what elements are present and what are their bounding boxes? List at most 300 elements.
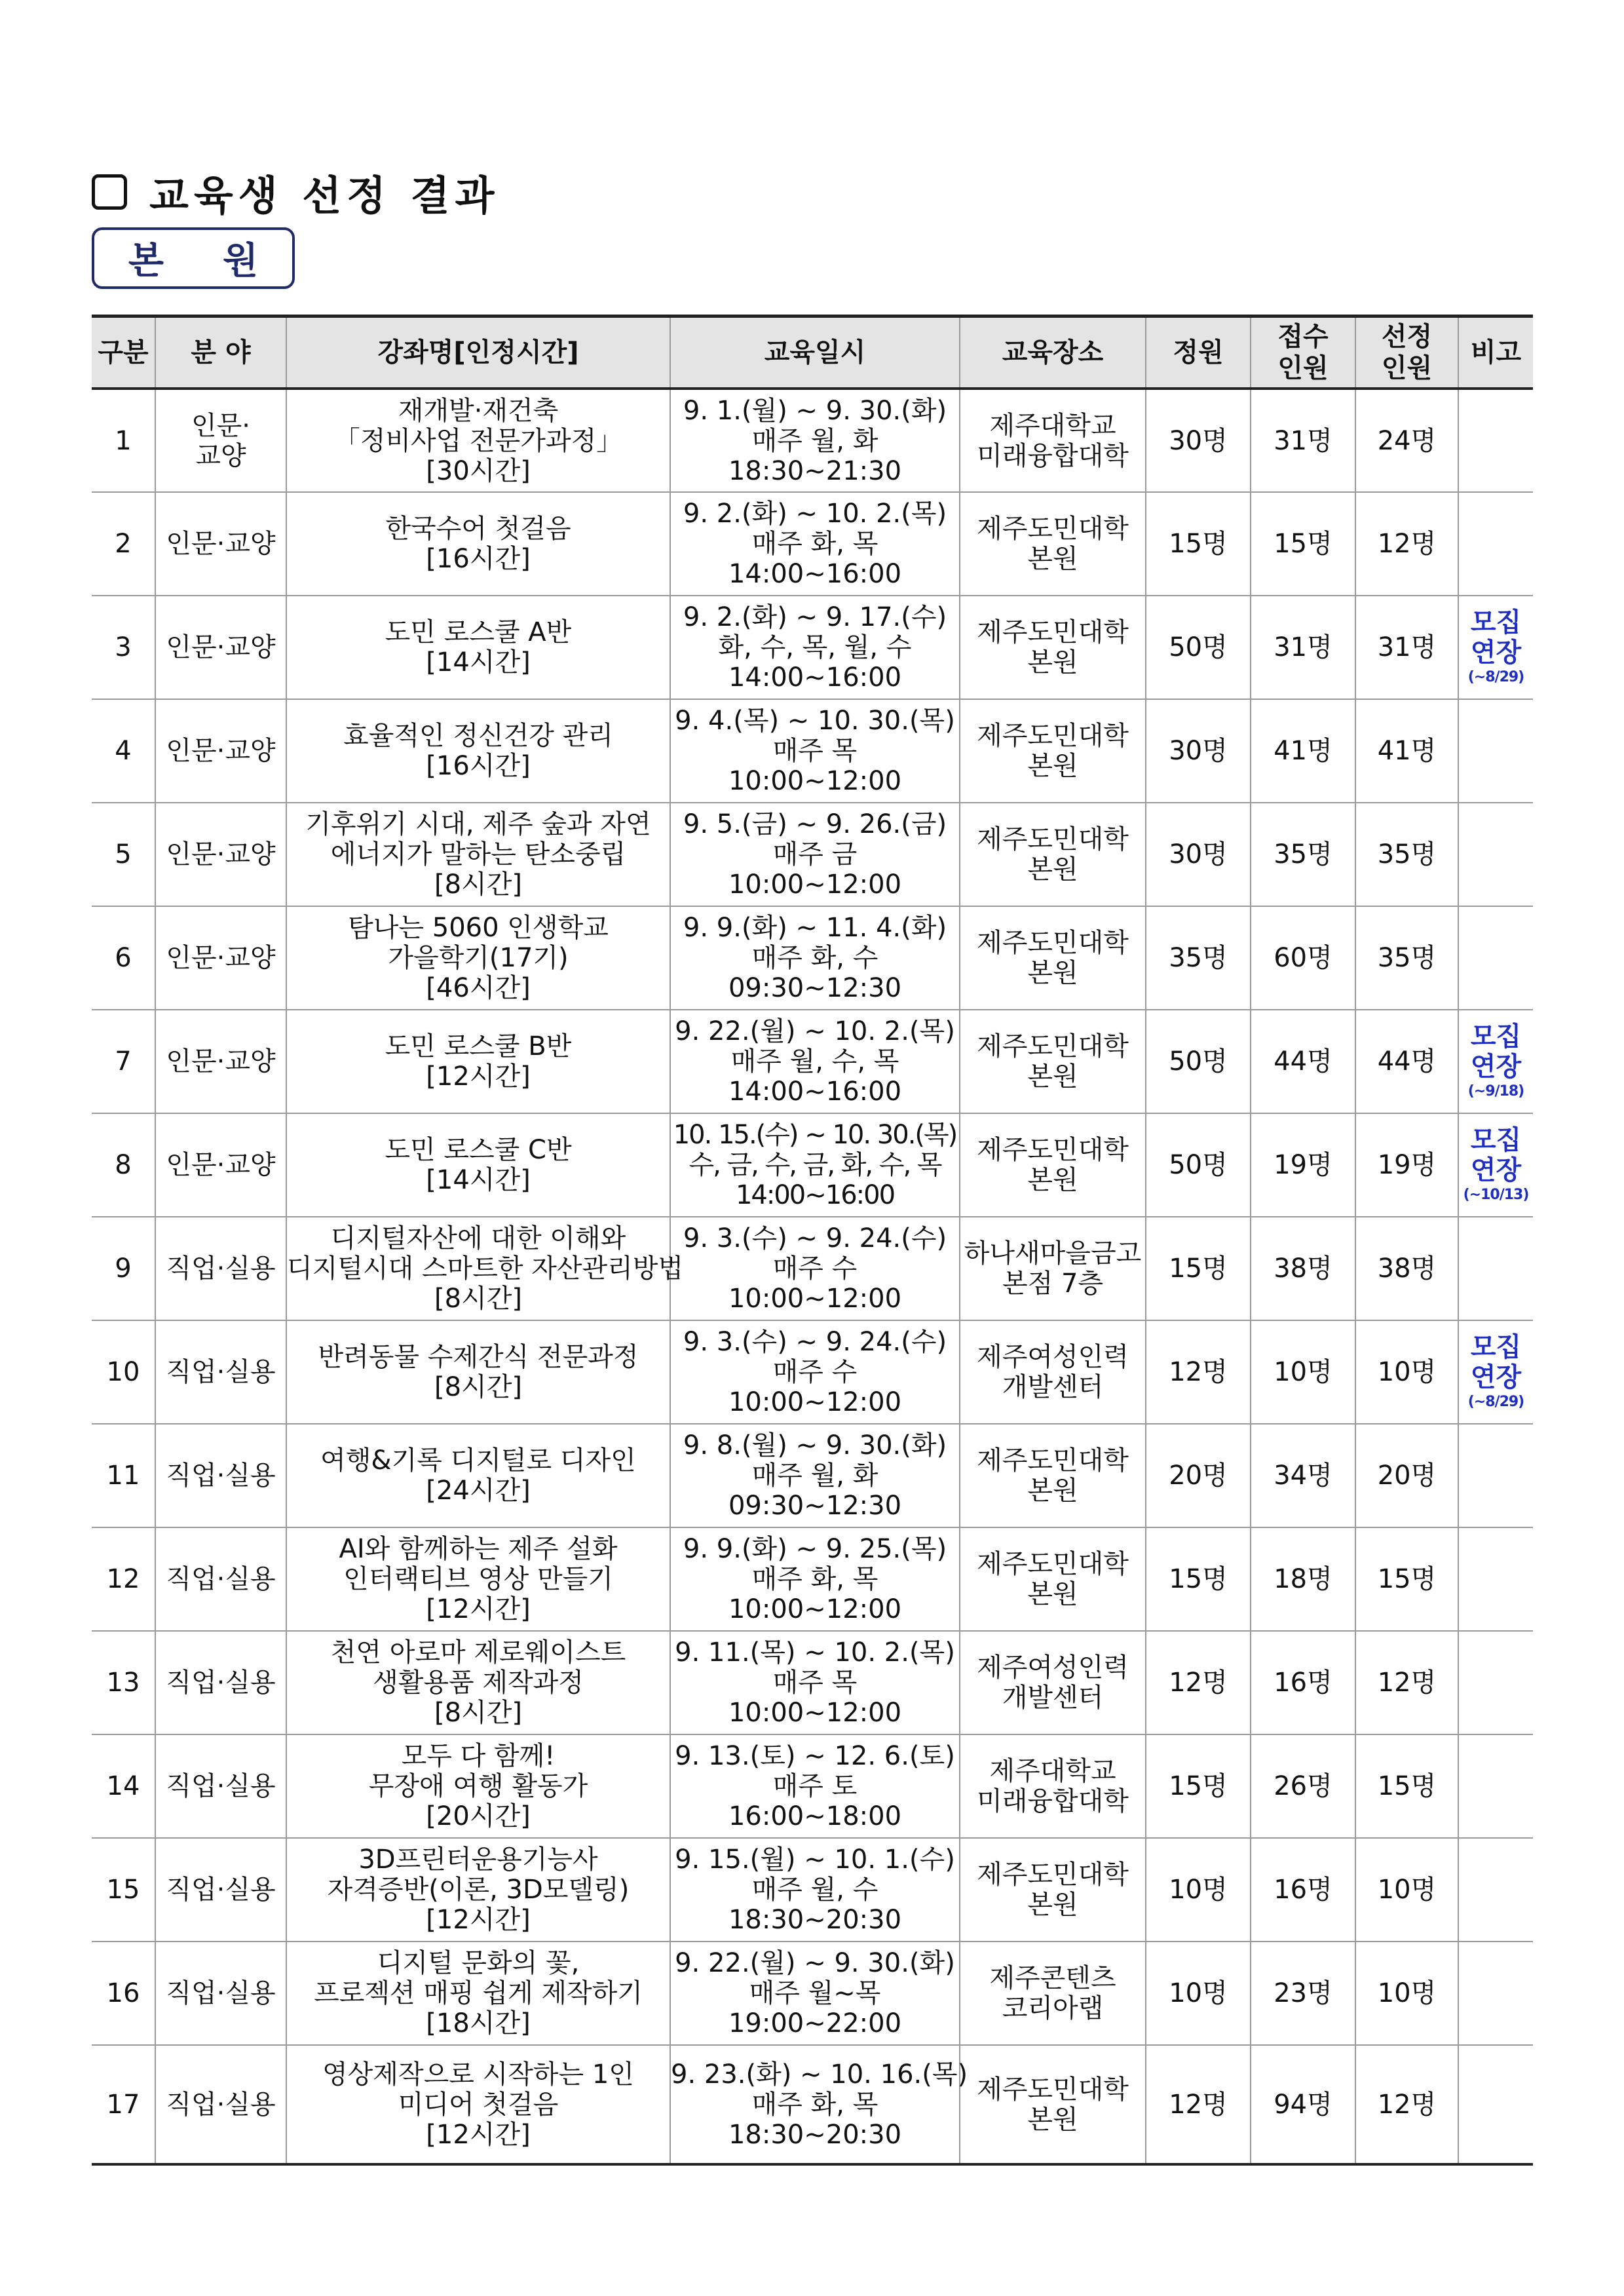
row-number: 15 <box>92 1838 155 1942</box>
course-cell-line: [46시간] <box>426 973 531 1003</box>
schedule-cell-line: 9. 8.(월) ~ 9. 30.(화) <box>683 1430 947 1461</box>
table-row <box>92 1217 1533 1320</box>
schedule-cell-line: 9. 2.(화) ~ 9. 17.(수) <box>683 602 947 632</box>
note-cell <box>1458 1527 1533 1631</box>
place-cell-line: 본원 <box>1027 958 1078 988</box>
course-cell-line: 프로젝션 매핑 쉽게 제작하기 <box>314 1978 643 2008</box>
schedule-cell-line: 9. 13.(토) ~ 12. 6.(토) <box>675 1741 955 1771</box>
applied-cell: 94명 <box>1251 2045 1355 2164</box>
field-cell-line: 직업·실용 <box>166 1253 276 1284</box>
row-number: 3 <box>92 596 155 699</box>
place-cell-line: 제주도민대학 <box>977 1549 1129 1579</box>
field-cell <box>155 1113 286 1217</box>
course-cell-line: 에너지가 말하는 탄소중립 <box>330 839 626 870</box>
schedule-cell-line: 10:00~12:00 <box>728 766 902 796</box>
course-cell-line: [12시간] <box>426 2119 531 2150</box>
course-cell-line: [8시간] <box>434 1372 522 1402</box>
course-cell-line: [8시간] <box>434 1284 522 1314</box>
place-cell-line: 본원 <box>1027 854 1078 885</box>
field-cell <box>155 389 286 492</box>
course-cell-line: 도민 로스쿨 B반 <box>385 1031 572 1062</box>
place-cell-line: 제주도민대학 <box>977 514 1129 544</box>
schedule-cell <box>670 1320 960 1424</box>
applied-cell: 16명 <box>1251 1631 1355 1734</box>
place-cell <box>960 1527 1146 1631</box>
row-number: 10 <box>92 1320 155 1424</box>
field-cell <box>155 2045 286 2164</box>
schedule-cell <box>670 596 960 699</box>
place-cell-line: 제주도민대학 <box>977 1135 1129 1165</box>
field-cell <box>155 1631 286 1734</box>
header-applied-line: 인원 <box>1277 353 1329 383</box>
course-cell <box>286 1113 670 1217</box>
capacity-cell: 12명 <box>1146 1320 1251 1424</box>
course-cell <box>286 803 670 906</box>
schedule-cell <box>670 1424 960 1527</box>
schedule-cell-line: 매주 월~목 <box>749 1978 881 2008</box>
field-cell-line: 직업·실용 <box>166 1564 276 1594</box>
capacity-cell: 30명 <box>1146 803 1251 906</box>
place-cell <box>960 492 1146 596</box>
note-text: 모집 <box>1470 607 1522 638</box>
place-cell-line: 제주대학교 <box>989 1756 1116 1786</box>
schedule-cell-line: 수, 금, 수, 금, 화, 수, 목 <box>689 1150 941 1180</box>
table-row <box>92 1942 1533 2045</box>
note-cell <box>1458 1424 1533 1527</box>
field-cell-line: 직업·실용 <box>166 1668 276 1698</box>
capacity-cell: 50명 <box>1146 1010 1251 1113</box>
selected-cell: 31명 <box>1355 596 1458 699</box>
schedule-cell <box>670 1734 960 1838</box>
course-cell-line: 도민 로스쿨 A반 <box>385 617 572 647</box>
note-cell <box>1458 1217 1533 1320</box>
capacity-cell: 30명 <box>1146 389 1251 492</box>
note-text: (~8/29) <box>1467 1394 1524 1410</box>
place-cell-line: 개발센터 <box>1002 1683 1104 1713</box>
course-cell-line: 「정비사업 전문가과정」 <box>333 425 623 456</box>
table-row <box>92 1113 1533 1217</box>
place-cell <box>960 1942 1146 2045</box>
applied-cell: 41명 <box>1251 699 1355 803</box>
selected-cell: 19명 <box>1355 1113 1458 1217</box>
course-cell-line: 효율적인 정신건강 관리 <box>343 721 613 751</box>
place-cell-line: 제주도민대학 <box>977 824 1129 854</box>
field-cell-line: 직업·실용 <box>166 1771 276 1801</box>
schedule-cell-line: 9. 2.(화) ~ 10. 2.(목) <box>683 499 947 529</box>
note-cell <box>1458 389 1533 492</box>
place-cell-line: 제주도민대학 <box>977 1445 1129 1476</box>
table-row <box>92 906 1533 1010</box>
course-cell-line: [16시간] <box>426 544 531 574</box>
place-cell-line: 제주여성인력 <box>977 1653 1129 1683</box>
note-text: 연장 <box>1470 1052 1522 1082</box>
field-cell-line: 직업·실용 <box>166 1978 276 2008</box>
selected-cell: 10명 <box>1355 1320 1458 1424</box>
capacity-cell: 10명 <box>1146 1838 1251 1942</box>
branch-label-box <box>92 227 318 289</box>
checkbox-square-icon <box>92 174 127 210</box>
place-cell <box>960 1631 1146 1734</box>
schedule-cell-line: 9. 3.(수) ~ 9. 24.(수) <box>683 1327 947 1357</box>
schedule-cell-line: 매주 월, 화 <box>751 1461 878 1491</box>
note-cell <box>1458 1113 1533 1217</box>
schedule-cell-line: 14:00~16:00 <box>728 559 902 589</box>
course-cell-line: 한국수어 첫걸음 <box>385 514 571 544</box>
place-cell-line: 본원 <box>1027 1890 1078 1920</box>
note-cell <box>1458 803 1533 906</box>
course-cell-line: [24시간] <box>426 1476 531 1506</box>
course-cell-line: 가을학기(17기) <box>388 943 569 973</box>
note-cell <box>1458 1631 1533 1734</box>
schedule-cell-line: 9. 4.(목) ~ 10. 30.(목) <box>675 706 955 736</box>
note-cell <box>1458 2045 1533 2164</box>
course-cell-line: 천연 아로마 제로웨이스트 <box>330 1637 626 1668</box>
schedule-cell-line: 매주 월, 수, 목 <box>730 1046 899 1077</box>
field-cell <box>155 1838 286 1942</box>
course-cell-line: [16시간] <box>426 751 531 781</box>
selected-cell: 35명 <box>1355 906 1458 1010</box>
course-cell <box>286 1424 670 1527</box>
capacity-cell: 30명 <box>1146 699 1251 803</box>
place-cell-line: 미래융합대학 <box>977 440 1129 471</box>
course-cell <box>286 596 670 699</box>
course-cell <box>286 389 670 492</box>
capacity-cell: 20명 <box>1146 1424 1251 1527</box>
schedule-cell-line: 10:00~12:00 <box>728 1698 902 1728</box>
course-cell-line: 3D프린터운용기능사 <box>358 1845 598 1875</box>
table-header-row <box>92 316 1533 389</box>
course-cell-line: 도민 로스쿨 C반 <box>385 1135 572 1165</box>
course-cell <box>286 906 670 1010</box>
table-row <box>92 2045 1533 2164</box>
selected-cell: 15명 <box>1355 1734 1458 1838</box>
header-note: 비고 <box>1458 316 1533 389</box>
place-cell-line: 본원 <box>1027 1062 1078 1092</box>
field-cell <box>155 596 286 699</box>
selected-cell: 20명 <box>1355 1424 1458 1527</box>
place-cell-line: 제주도민대학 <box>977 721 1129 751</box>
place-cell <box>960 1320 1146 1424</box>
place-cell-line: 미래융합대학 <box>977 1786 1129 1816</box>
schedule-cell-line: 9. 9.(화) ~ 11. 4.(화) <box>683 913 947 943</box>
schedule-cell-line: 10:00~12:00 <box>728 1594 902 1624</box>
course-cell-line: 탐나는 5060 인생학교 <box>348 913 609 943</box>
applied-cell: 19명 <box>1251 1113 1355 1217</box>
course-cell-line: [14시간] <box>426 647 531 678</box>
results-table <box>92 315 1533 2166</box>
note-text: 모집 <box>1470 1125 1522 1155</box>
schedule-cell <box>670 1527 960 1631</box>
applied-cell: 38명 <box>1251 1217 1355 1320</box>
place-cell <box>960 699 1146 803</box>
field-cell <box>155 1734 286 1838</box>
schedule-cell <box>670 1838 960 1942</box>
applied-cell: 23명 <box>1251 1942 1355 2045</box>
note-cell <box>1458 699 1533 803</box>
header-applied-line: 접수 <box>1277 322 1329 352</box>
place-cell <box>960 803 1146 906</box>
field-cell <box>155 1424 286 1527</box>
table-row <box>92 803 1533 906</box>
course-cell-line: 디지털자산에 대한 이해와 <box>330 1223 626 1253</box>
course-cell <box>286 1010 670 1113</box>
note-text: (~8/29) <box>1467 669 1524 685</box>
note-text: 모집 <box>1470 1332 1522 1362</box>
note-text: 연장 <box>1470 638 1522 668</box>
course-cell-line: 무장애 여행 활동가 <box>368 1771 588 1801</box>
capacity-cell: 10명 <box>1146 1942 1251 2045</box>
header-capacity: 정원 <box>1146 316 1251 389</box>
field-cell-line: 인문·교양 <box>166 1046 276 1077</box>
schedule-cell-line: 매주 목 <box>772 736 858 766</box>
course-cell-line: [12시간] <box>426 1594 531 1624</box>
place-cell-line: 본원 <box>1027 544 1078 574</box>
capacity-cell: 35명 <box>1146 906 1251 1010</box>
field-cell-line: 인문·교양 <box>166 736 276 766</box>
note-cell <box>1458 906 1533 1010</box>
field-cell <box>155 1217 286 1320</box>
place-cell-line: 제주도민대학 <box>977 2074 1129 2105</box>
field-cell <box>155 1010 286 1113</box>
place-cell-line: 본원 <box>1027 1476 1078 1506</box>
place-cell <box>960 596 1146 699</box>
header-field: 분 야 <box>155 316 286 389</box>
place-cell-line: 본원 <box>1027 2104 1078 2135</box>
field-cell <box>155 906 286 1010</box>
selected-cell: 12명 <box>1355 492 1458 596</box>
place-cell-line: 개발센터 <box>1002 1372 1104 1402</box>
course-cell-line: [14시간] <box>426 1165 531 1195</box>
place-cell-line: 본점 7층 <box>1002 1269 1104 1299</box>
schedule-cell-line: 9. 22.(월) ~ 9. 30.(화) <box>675 1948 955 1978</box>
course-cell <box>286 1631 670 1734</box>
schedule-cell-line: 18:30~20:30 <box>728 2119 902 2150</box>
applied-cell: 31명 <box>1251 596 1355 699</box>
schedule-cell-line: 9. 5.(금) ~ 9. 26.(금) <box>683 809 947 839</box>
course-cell <box>286 1734 670 1838</box>
course-cell <box>286 699 670 803</box>
row-number: 14 <box>92 1734 155 1838</box>
schedule-cell-line: 9. 9.(화) ~ 9. 25.(목) <box>683 1534 947 1564</box>
course-cell-line: 미디어 첫걸음 <box>398 2089 559 2120</box>
schedule-cell-line: 09:30~12:30 <box>728 973 902 1003</box>
row-number: 13 <box>92 1631 155 1734</box>
table-row <box>92 1320 1533 1424</box>
field-cell-line: 인문·교양 <box>166 632 276 662</box>
applied-cell: 15명 <box>1251 492 1355 596</box>
place-cell-line: 코리아랩 <box>1002 1993 1104 2023</box>
course-cell-line: 디지털시대 스마트한 자산관리방법 <box>287 1253 684 1284</box>
place-cell-line: 본원 <box>1027 1579 1078 1609</box>
row-number: 17 <box>92 2045 155 2164</box>
header-applied <box>1251 316 1355 389</box>
header-course: 강좌명[인정시간] <box>286 316 670 389</box>
course-cell-line: 반려동물 수제간식 전문과정 <box>318 1342 639 1372</box>
row-number: 11 <box>92 1424 155 1527</box>
schedule-cell-line: 매주 금 <box>772 839 858 870</box>
table-row <box>92 1734 1533 1838</box>
table-row <box>92 596 1533 699</box>
field-cell-line: 인문·교양 <box>166 1150 276 1180</box>
place-cell <box>960 1217 1146 1320</box>
schedule-cell-line: 10:00~12:00 <box>728 1387 902 1417</box>
row-number: 1 <box>92 389 155 492</box>
note-cell <box>1458 1734 1533 1838</box>
schedule-cell-line: 14:00~16:00 <box>728 662 902 693</box>
schedule-cell-line: 매주 화, 목 <box>751 1564 878 1594</box>
course-cell <box>286 492 670 596</box>
selected-cell: 41명 <box>1355 699 1458 803</box>
schedule-cell-line: 매주 화, 목 <box>751 2089 878 2120</box>
note-cell <box>1458 1010 1533 1113</box>
row-number: 16 <box>92 1942 155 2045</box>
capacity-cell: 15명 <box>1146 492 1251 596</box>
selected-cell: 15명 <box>1355 1527 1458 1631</box>
schedule-cell-line: 19:00~22:00 <box>728 2008 902 2038</box>
course-cell <box>286 1320 670 1424</box>
course-cell-line: 인터랙티브 영상 만들기 <box>343 1564 613 1594</box>
note-text: 연장 <box>1470 1362 1522 1392</box>
course-cell-line: [8시간] <box>434 1698 522 1728</box>
table-row <box>92 1424 1533 1527</box>
table-row <box>92 492 1533 596</box>
field-cell-line: 교양 <box>195 440 246 471</box>
capacity-cell: 15명 <box>1146 1734 1251 1838</box>
schedule-cell <box>670 1113 960 1217</box>
selected-cell: 35명 <box>1355 803 1458 906</box>
schedule-cell-line: 9. 22.(월) ~ 10. 2.(목) <box>675 1016 955 1046</box>
place-cell <box>960 1424 1146 1527</box>
course-cell-line: 재개발·재건축 <box>398 395 559 426</box>
course-cell-line: AI와 함께하는 제주 설화 <box>339 1534 618 1564</box>
section-heading <box>92 169 500 220</box>
schedule-cell-line: 10. 15.(수) ~ 10. 30.(목) <box>673 1120 957 1150</box>
row-number: 5 <box>92 803 155 906</box>
schedule-cell-line: 16:00~18:00 <box>728 1801 902 1831</box>
schedule-cell-line: 9. 15.(월) ~ 10. 1.(수) <box>675 1845 955 1875</box>
table-row <box>92 1527 1533 1631</box>
course-cell-line: 생활용품 제작과정 <box>373 1668 584 1698</box>
field-cell <box>155 803 286 906</box>
selected-cell: 12명 <box>1355 2045 1458 2164</box>
course-cell-line: [30시간] <box>426 455 531 486</box>
course-cell-line: [12시간] <box>426 1905 531 1935</box>
heading-title: 교육생 선정 결과 <box>149 171 500 220</box>
selected-cell: 24명 <box>1355 389 1458 492</box>
header-selected-line: 인원 <box>1381 353 1433 383</box>
schedule-cell <box>670 1631 960 1734</box>
place-cell-line: 본원 <box>1027 1165 1078 1195</box>
place-cell-line: 본원 <box>1027 751 1078 781</box>
selected-cell: 10명 <box>1355 1838 1458 1942</box>
capacity-cell: 15명 <box>1146 1527 1251 1631</box>
place-cell <box>960 1010 1146 1113</box>
row-number: 12 <box>92 1527 155 1631</box>
course-cell-line: 모두 다 함께! <box>401 1741 556 1771</box>
table-row <box>92 1838 1533 1942</box>
applied-cell: 16명 <box>1251 1838 1355 1942</box>
schedule-cell <box>670 1942 960 2045</box>
header-selected-line: 선정 <box>1381 322 1433 352</box>
course-cell <box>286 1942 670 2045</box>
capacity-cell: 12명 <box>1146 1631 1251 1734</box>
course-cell <box>286 1838 670 1942</box>
capacity-cell: 50명 <box>1146 1113 1251 1217</box>
schedule-cell <box>670 1010 960 1113</box>
applied-cell: 26명 <box>1251 1734 1355 1838</box>
schedule-cell-line: 매주 수 <box>772 1253 858 1284</box>
applied-cell: 31명 <box>1251 389 1355 492</box>
applied-cell: 44명 <box>1251 1010 1355 1113</box>
schedule-cell <box>670 699 960 803</box>
schedule-cell <box>670 906 960 1010</box>
selected-cell: 12명 <box>1355 1631 1458 1734</box>
field-cell-line: 인문·교양 <box>166 529 276 559</box>
selected-cell: 44명 <box>1355 1010 1458 1113</box>
course-cell-line: [8시간] <box>434 870 522 900</box>
capacity-cell: 12명 <box>1146 2045 1251 2164</box>
schedule-cell-line: 14:00~16:00 <box>735 1180 895 1210</box>
note-cell <box>1458 596 1533 699</box>
field-cell <box>155 1942 286 2045</box>
schedule-cell-line: 화, 수, 목, 월, 수 <box>718 632 912 662</box>
applied-cell: 10명 <box>1251 1320 1355 1424</box>
note-text: (~10/13) <box>1463 1187 1529 1203</box>
place-cell-line: 제주도민대학 <box>977 617 1129 647</box>
header-schedule: 교육일시 <box>670 316 960 389</box>
row-number: 9 <box>92 1217 155 1320</box>
place-cell-line: 제주도민대학 <box>977 1860 1129 1890</box>
applied-cell: 35명 <box>1251 803 1355 906</box>
place-cell-line: 제주여성인력 <box>977 1342 1129 1372</box>
place-cell <box>960 2045 1146 2164</box>
row-number: 7 <box>92 1010 155 1113</box>
field-cell <box>155 699 286 803</box>
course-cell-line: [18시간] <box>426 2008 531 2038</box>
schedule-cell-line: 9. 11.(목) ~ 10. 2.(목) <box>675 1637 955 1668</box>
schedule-cell-line: 매주 월, 수 <box>751 1875 878 1905</box>
applied-cell: 60명 <box>1251 906 1355 1010</box>
schedule-cell-line: 매주 수 <box>772 1357 858 1387</box>
field-cell-line: 인문· <box>191 410 250 441</box>
field-cell <box>155 1320 286 1424</box>
schedule-cell-line: 09:30~12:30 <box>728 1491 902 1521</box>
schedule-cell-line: 매주 화, 수 <box>751 943 878 973</box>
table-row <box>92 389 1533 492</box>
table-row <box>92 1010 1533 1113</box>
place-cell-line: 제주도민대학 <box>977 1031 1129 1062</box>
note-cell <box>1458 1942 1533 2045</box>
field-cell <box>155 492 286 596</box>
place-cell-line: 제주콘텐츠 <box>989 1963 1116 1993</box>
capacity-cell: 50명 <box>1146 596 1251 699</box>
schedule-cell <box>670 389 960 492</box>
schedule-cell-line: 10:00~12:00 <box>728 870 902 900</box>
place-cell-line: 제주도민대학 <box>977 928 1129 958</box>
header-selected <box>1355 316 1458 389</box>
place-cell <box>960 1734 1146 1838</box>
schedule-cell-line: 18:30~21:30 <box>728 455 902 486</box>
course-cell-line: 디지털 문화의 꽃, <box>377 1948 580 1978</box>
course-cell-line: 여행&기록 디지털로 디자인 <box>320 1445 636 1476</box>
capacity-cell: 15명 <box>1146 1217 1251 1320</box>
field-cell-line: 직업·실용 <box>166 2089 276 2120</box>
schedule-cell-line: 매주 목 <box>772 1668 858 1698</box>
schedule-cell-line: 10:00~12:00 <box>728 1284 902 1314</box>
schedule-cell-line: 매주 화, 목 <box>751 529 878 559</box>
row-number: 6 <box>92 906 155 1010</box>
note-cell <box>1458 492 1533 596</box>
